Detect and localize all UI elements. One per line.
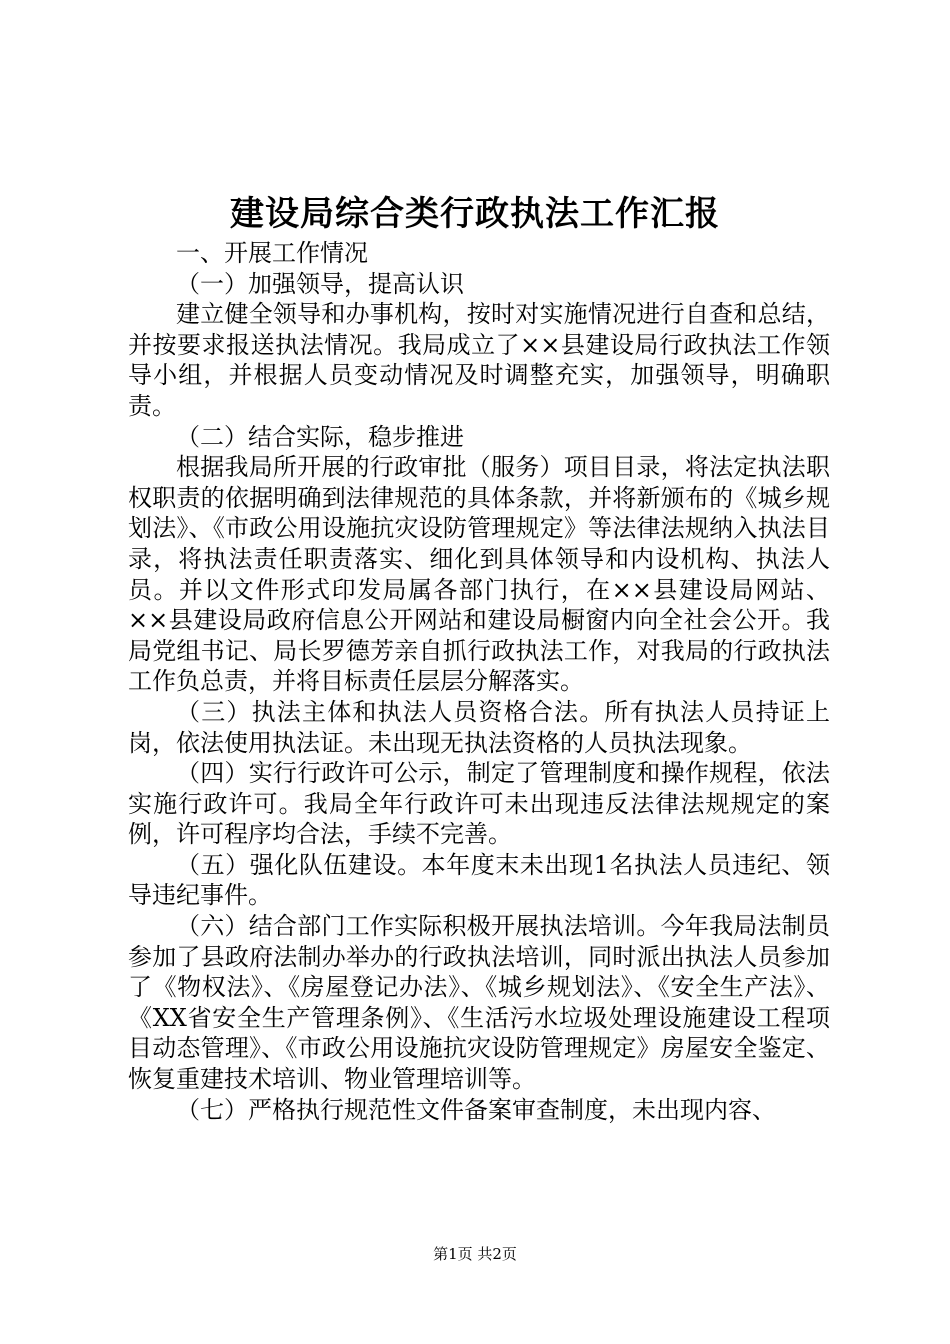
body-paragraph-6: （六）结合部门工作实际积极开展执法培训。今年我局法制员参加了县政府法制办举办的行政执法培训，同时派出执法人员参加了《物权法》、《房屋登记办法》、《城乡规划法》、《安全生产法》、《XX省安全生产管理条例》、《生活污水垃圾处理设施建设工程项目动态管理》、《市政公用设施抗灾设防管理规定》房屋安全鉴定、恢复重建技术培训、物业管理培训等。 — [128, 912, 830, 1094]
body-paragraph-1: 建立健全领导和办事机构，按时对实施情况进行自查和总结，并按要求报送执法情况。我局成立了××县建设局行政执法工作领导小组，并根据人员变动情况及时调整充实，加强领导，明确职责。 — [128, 300, 830, 420]
subsection-heading-1: （一）加强领导，提高认识 — [176, 269, 464, 298]
body-paragraph-4: （四）实行行政许可公示，制定了管理制度和操作规程，依法实施行政许可。我局全年行政许可未出现违反法律法规规定的案例，许可程序均合法，手续不完善。 — [128, 759, 830, 849]
document-title: 建设局综合类行政执法工作汇报 — [230, 194, 720, 234]
page-number-footer: 第1页 共2页 — [433, 1245, 517, 1263]
document-body — [128, 238, 830, 1125]
body-paragraph-2: 根据我局所开展的行政审批（服务）项目目录，将法定执法职权职责的依据明确到法律规范的具体条款，并将新颁布的《城乡规划法》、《市政公用设施抗灾设防管理规定》等法律法规纳入执法目录，将执法责任职责落实、细化到具体领导和内设机构、执法人员。并以文件形式印发局属各部门执行，在××县建设局网站、××县建设局政府信息公开网站和建设局橱窗内向全社会公开。我局党组书记、局长罗德芳亲自抓行政执法工作，对我局的行政执法工作负总责，并将目标责任层层分解落实。 — [128, 453, 830, 696]
body-paragraph-7: （七）严格执行规范性文件备案审查制度，未出现内容、 — [176, 1095, 776, 1124]
body-paragraph-5: （五）强化队伍建设。本年度末未出现1名执法人员违纪、领导违纪事件。 — [128, 850, 830, 910]
section-heading: 一、开展工作情况 — [176, 239, 368, 267]
subsection-heading-2: （二）结合实际，稳步推进 — [176, 422, 464, 451]
body-paragraph-3: （三）执法主体和执法人员资格合法。所有执法人员持证上岗，依法使用执法证。未出现无执法资格的人员执法现象。 — [128, 697, 830, 757]
